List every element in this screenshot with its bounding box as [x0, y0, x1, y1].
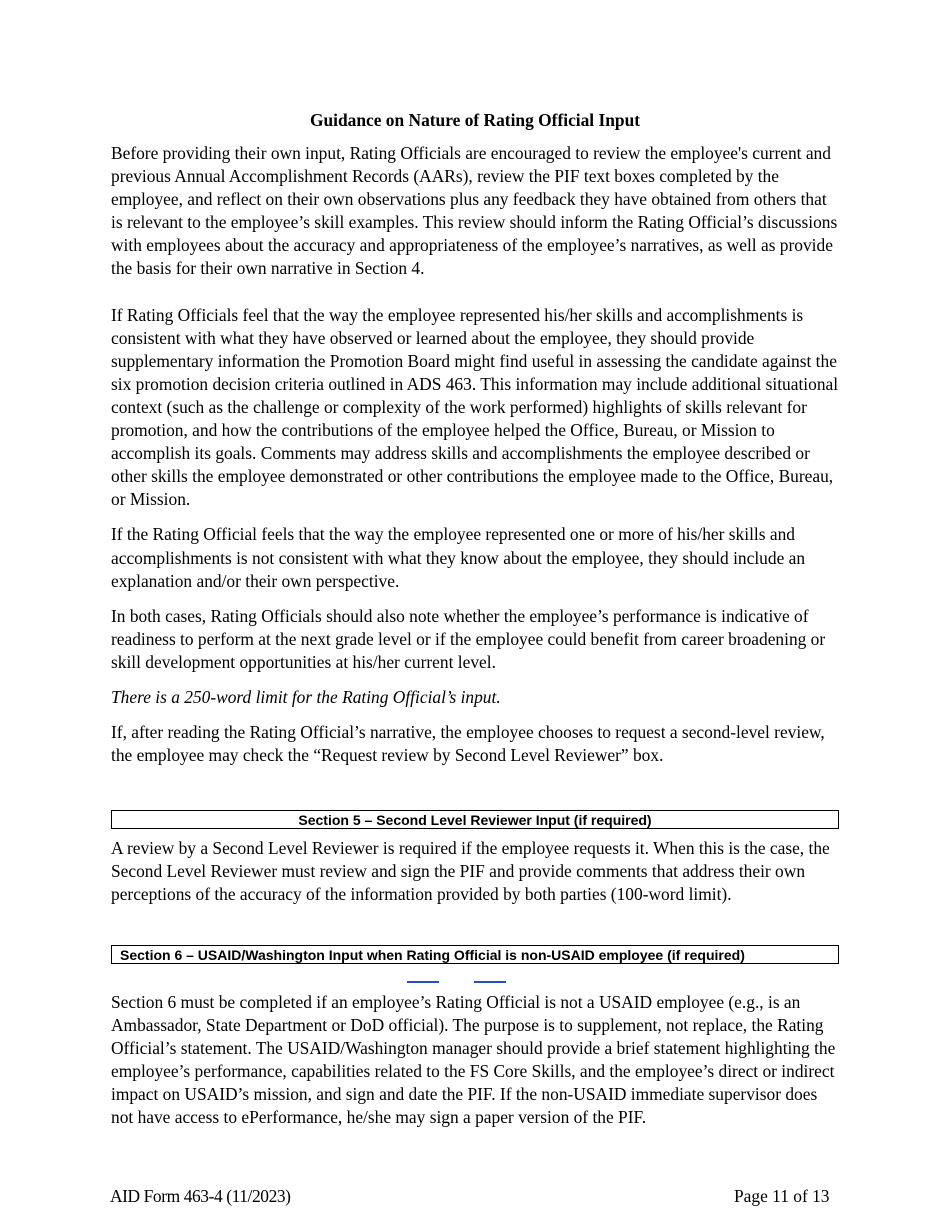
- paragraph-both-cases: In both cases, Rating Officials should also note whether the employee’s performance is indicative of readiness to perform at the next grade level or if the employee could benefit from career broadening or skill development opportunities at his/her current level.: [111, 605, 826, 672]
- word-limit-note: There is a 250-word limit for the Rating Official’s input.: [111, 686, 501, 707]
- document-page: [111, 108, 839, 1128]
- field-underline-marks: [111, 981, 839, 984]
- paragraph-consistent-case: If Rating Officials feel that the way the employee represented his/her skills and accomplishments is consistent with what they have observed or learned about the employee, they should provide supplementary information the Promotion Board might find useful in assessing the candidate against the six promotion decision criteria outlined in ADS 463. This information may include additional situational context (such as the challenge or complexity of the work performed) highlights of skills relevant for promotion, and how the contributions of the employee helped the Office, Bureau, or Mission to accomplish its goals. Comments may address skills and accomplishments the employee described or other skills the employee demonstrated or other contributions the employee made to the Office, Bureau, or Mission.: [111, 304, 839, 510]
- section-5-header: Section 5 – Second Level Reviewer Input (if required): [111, 810, 839, 829]
- paragraph-inconsistent-case: If the Rating Official feels that the way the employee represented one or more of his/her skills and accomplishments is not consistent with what they know about the employee, they should include an explanation and/or their own perspective.: [111, 524, 806, 591]
- form-identifier: AID Form 463-4 (11/2023): [110, 1186, 291, 1206]
- field-underline-2: [474, 981, 506, 983]
- section-5-text: A review by a Second Level Reviewer is required if the employee requests it. When this is the case, the Second Level Reviewer must review and sign the PIF and provide comments that address their own perceptions of the accuracy of the information provided by both parties (100-word limit).: [111, 838, 830, 905]
- section-6-text: Section 6 must be completed if an employee’s Rating Official is not a USAID employee (e.g., is an Ambassador, State Department or DoD official). The purpose is to supplement, not replace, the Rating Official’s statement. The USAID/Washington manager should provide a brief statement highlighting the employee’s performance, capabilities related to the FS Core Skills, and the employee’s direct or indirect impact on USAID’s mission, and sign and date the PIF. If the non-USAID immediate supervisor does not have access to ePerformance, he/she may sign a paper version of the PIF.: [111, 992, 836, 1128]
- page-number: Page 11 of 13: [734, 1186, 830, 1206]
- paragraph-second-level-request: If, after reading the Rating Official’s narrative, the employee chooses to request a second-level review, the employee may check the “Request review by Second Level Reviewer” box.: [111, 722, 825, 766]
- paragraph-review-guidance: Before providing their own input, Rating Officials are encouraged to review the employee's current and previous Annual Accomplishment Records (AARs), review the PIF text boxes completed by the employee, and reflect on their own observations plus any feedback they have obtained from others that is relevant to the employee’s skill examples. This review should inform the Rating Official’s discussions with employees about the accuracy and appropriateness of the employee’s narratives, as well as provide the basis for their own narrative in Section 4.: [111, 143, 838, 279]
- page-heading: Guidance on Nature of Rating Official Input: [309, 110, 641, 130]
- field-underline-1: [407, 981, 439, 983]
- section-6-header: Section 6 – USAID/Washington Input when Rating Official is non-USAID employee (if required): [111, 945, 839, 964]
